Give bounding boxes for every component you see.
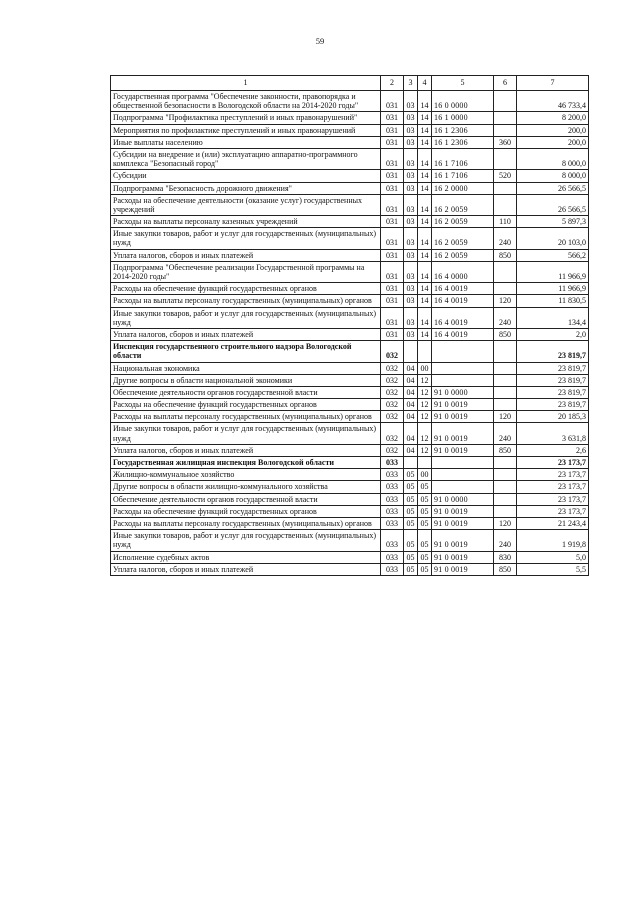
row-sum-cell: 11 966,9 (517, 283, 589, 295)
row-article-cell: 16 2 0000 (432, 182, 494, 194)
row-expense-type-cell: 850 (494, 249, 517, 261)
row-code-cell: 033 (381, 551, 404, 563)
row-subsection-cell: 14 (418, 194, 432, 215)
table-row (111, 341, 589, 362)
row-name-cell: Уплата налогов, сборов и иных платежей (111, 249, 381, 261)
row-subsection-cell: 12 (418, 444, 432, 456)
table-row (111, 563, 589, 575)
table-row (111, 170, 589, 182)
row-subsection-cell: 12 (418, 411, 432, 423)
row-article-cell: 16 1 2306 (432, 124, 494, 136)
row-code-cell: 031 (381, 283, 404, 295)
row-article-cell: 91 0 0000 (432, 386, 494, 398)
row-subsection-cell: 05 (418, 505, 432, 517)
row-code-cell: 031 (381, 182, 404, 194)
row-section-cell: 03 (404, 295, 418, 307)
row-expense-type-cell: 120 (494, 517, 517, 529)
row-section-cell: 03 (404, 182, 418, 194)
row-expense-type-cell: 240 (494, 423, 517, 444)
row-sum-cell: 26 566,5 (517, 182, 589, 194)
row-code-cell: 031 (381, 170, 404, 182)
row-section-cell: 03 (404, 112, 418, 124)
row-subsection-cell: 14 (418, 228, 432, 249)
row-expense-type-cell (494, 505, 517, 517)
row-section-cell: 04 (404, 374, 418, 386)
row-expense-type-cell (494, 261, 517, 282)
row-section-cell: 05 (404, 481, 418, 493)
row-subsection-cell: 14 (418, 182, 432, 194)
row-code-cell: 031 (381, 328, 404, 340)
row-sum-cell: 23 173,7 (517, 505, 589, 517)
row-code-cell: 031 (381, 194, 404, 215)
row-expense-type-cell: 850 (494, 328, 517, 340)
header-col-6: 6 (494, 76, 517, 91)
row-subsection-cell: 14 (418, 307, 432, 328)
row-article-cell (432, 481, 494, 493)
row-subsection-cell: 05 (418, 481, 432, 493)
row-subsection-cell: 12 (418, 423, 432, 444)
row-subsection-cell: 05 (418, 493, 432, 505)
row-name-cell: Иные закупки товаров, работ и услуг для государственных (муниципальных) нужд (111, 307, 381, 328)
row-code-cell: 031 (381, 307, 404, 328)
row-article-cell: 91 0 0000 (432, 493, 494, 505)
row-code-cell: 031 (381, 249, 404, 261)
row-code-cell: 033 (381, 457, 404, 469)
table-row (111, 493, 589, 505)
row-section-cell (404, 457, 418, 469)
row-sum-cell: 20 103,0 (517, 228, 589, 249)
row-section-cell: 03 (404, 283, 418, 295)
row-expense-type-cell (494, 148, 517, 169)
row-code-cell: 032 (381, 411, 404, 423)
row-subsection-cell: 00 (418, 362, 432, 374)
row-code-cell: 031 (381, 148, 404, 169)
row-article-cell: 16 1 0000 (432, 112, 494, 124)
row-name-cell: Обеспечение деятельности органов государственной власти (111, 493, 381, 505)
row-subsection-cell: 14 (418, 112, 432, 124)
row-article-cell: 16 2 0059 (432, 216, 494, 228)
row-expense-type-cell (494, 283, 517, 295)
row-sum-cell: 23 819,7 (517, 341, 589, 362)
row-article-cell: 91 0 0019 (432, 399, 494, 411)
budget-table (110, 75, 589, 576)
row-section-cell: 04 (404, 399, 418, 411)
row-sum-cell: 2,6 (517, 444, 589, 456)
row-name-cell: Расходы на обеспечение функций государственных органов (111, 399, 381, 411)
row-subsection-cell: 14 (418, 328, 432, 340)
row-section-cell: 04 (404, 444, 418, 456)
row-sum-cell: 5,5 (517, 563, 589, 575)
row-sum-cell: 23 819,7 (517, 374, 589, 386)
header-col-3: 3 (404, 76, 418, 91)
row-code-cell: 031 (381, 216, 404, 228)
row-name-cell: Уплата налогов, сборов и иных платежей (111, 444, 381, 456)
row-expense-type-cell (494, 91, 517, 112)
table-row (111, 399, 589, 411)
table-row (111, 423, 589, 444)
row-expense-type-cell (494, 399, 517, 411)
table-row (111, 505, 589, 517)
page-number: 59 (315, 36, 325, 46)
row-name-cell: Иные закупки товаров, работ и услуг для государственных (муниципальных) нужд (111, 228, 381, 249)
row-code-cell: 031 (381, 136, 404, 148)
row-section-cell: 04 (404, 423, 418, 444)
table-row (111, 112, 589, 124)
row-code-cell: 032 (381, 399, 404, 411)
row-subsection-cell (418, 341, 432, 362)
header-col-7: 7 (517, 76, 589, 91)
row-section-cell (404, 341, 418, 362)
row-subsection-cell: 14 (418, 283, 432, 295)
row-section-cell: 03 (404, 228, 418, 249)
row-name-cell: Расходы на выплаты персоналу государственных (муниципальных) органов (111, 295, 381, 307)
row-code-cell: 033 (381, 505, 404, 517)
row-name-cell: Другие вопросы в области национальной экономики (111, 374, 381, 386)
row-name-cell: Расходы на выплаты персоналу государственных (муниципальных) органов (111, 517, 381, 529)
row-name-cell: Подпрограмма "Безопасность дорожного движения" (111, 182, 381, 194)
row-name-cell: Субсидии на внедрение и (или) эксплуатацию аппаратно-программного комплекса "Безопасный город" (111, 148, 381, 169)
row-name-cell: Национальная экономика (111, 362, 381, 374)
row-article-cell (432, 362, 494, 374)
row-expense-type-cell (494, 182, 517, 194)
row-expense-type-cell (494, 386, 517, 398)
row-sum-cell: 566,2 (517, 249, 589, 261)
table-row (111, 216, 589, 228)
row-article-cell: 16 0 0000 (432, 91, 494, 112)
row-subsection-cell: 05 (418, 517, 432, 529)
row-code-cell: 033 (381, 563, 404, 575)
row-name-cell: Иные закупки товаров, работ и услуг для государственных (муниципальных) нужд (111, 530, 381, 551)
row-name-cell: Субсидии (111, 170, 381, 182)
row-article-cell (432, 457, 494, 469)
row-name-cell: Расходы на выплаты персоналу казенных учреждений (111, 216, 381, 228)
table-row (111, 374, 589, 386)
row-subsection-cell: 14 (418, 148, 432, 169)
row-subsection-cell: 12 (418, 374, 432, 386)
row-article-cell: 16 4 0019 (432, 283, 494, 295)
row-article-cell: 91 0 0019 (432, 423, 494, 444)
row-sum-cell: 8 200,0 (517, 112, 589, 124)
row-code-cell: 031 (381, 261, 404, 282)
row-code-cell: 032 (381, 444, 404, 456)
row-sum-cell: 23 173,7 (517, 493, 589, 505)
row-expense-type-cell: 240 (494, 307, 517, 328)
row-code-cell: 031 (381, 112, 404, 124)
row-sum-cell: 26 566,5 (517, 194, 589, 215)
row-name-cell: Другие вопросы в области жилищно-коммунального хозяйства (111, 481, 381, 493)
row-sum-cell: 20 185,3 (517, 411, 589, 423)
row-code-cell: 031 (381, 91, 404, 112)
row-subsection-cell: 14 (418, 261, 432, 282)
row-section-cell: 03 (404, 261, 418, 282)
row-expense-type-cell: 240 (494, 530, 517, 551)
row-name-cell: Расходы на обеспечение функций государственных органов (111, 505, 381, 517)
row-sum-cell: 11 966,9 (517, 261, 589, 282)
row-expense-type-cell (494, 194, 517, 215)
header-col-4: 4 (418, 76, 432, 91)
header-col-5: 5 (432, 76, 494, 91)
table-row (111, 386, 589, 398)
row-code-cell: 032 (381, 423, 404, 444)
row-sum-cell: 23 173,7 (517, 469, 589, 481)
row-expense-type-cell (494, 124, 517, 136)
row-article-cell: 16 1 7106 (432, 148, 494, 169)
row-subsection-cell: 14 (418, 136, 432, 148)
row-code-cell: 033 (381, 493, 404, 505)
row-code-cell: 033 (381, 530, 404, 551)
row-expense-type-cell (494, 374, 517, 386)
row-name-cell: Подпрограмма "Обеспечение реализации Государственной программы на 2014-2020 годы" (111, 261, 381, 282)
row-name-cell: Государственная программа "Обеспечение законности, правопорядка и общественной безопасности в Вологодской области на 2014-2020 годы" (111, 91, 381, 112)
row-subsection-cell: 14 (418, 249, 432, 261)
row-article-cell: 16 4 0019 (432, 307, 494, 328)
table-row (111, 261, 589, 282)
row-section-cell: 05 (404, 530, 418, 551)
row-sum-cell: 23 173,7 (517, 481, 589, 493)
row-subsection-cell (418, 457, 432, 469)
row-article-cell: 91 0 0019 (432, 411, 494, 423)
row-section-cell: 03 (404, 249, 418, 261)
row-name-cell: Расходы на выплаты персоналу государственных (муниципальных) органов (111, 411, 381, 423)
table-body (111, 91, 589, 576)
row-name-cell: Расходы на обеспечение деятельности (оказание услуг) государственных учреждений (111, 194, 381, 215)
row-name-cell: Мероприятия по профилактике преступлений и иных правонарушений (111, 124, 381, 136)
row-name-cell: Уплата налогов, сборов и иных платежей (111, 563, 381, 575)
row-expense-type-cell: 850 (494, 563, 517, 575)
row-code-cell: 033 (381, 517, 404, 529)
row-sum-cell: 200,0 (517, 124, 589, 136)
table-row (111, 469, 589, 481)
row-article-cell: 91 0 0019 (432, 517, 494, 529)
row-sum-cell: 134,4 (517, 307, 589, 328)
row-article-cell: 91 0 0019 (432, 551, 494, 563)
row-expense-type-cell: 120 (494, 411, 517, 423)
table-row (111, 411, 589, 423)
table-row (111, 249, 589, 261)
row-subsection-cell: 05 (418, 563, 432, 575)
row-code-cell: 033 (381, 469, 404, 481)
row-article-cell: 16 2 0059 (432, 228, 494, 249)
row-subsection-cell: 14 (418, 295, 432, 307)
row-article-cell: 16 2 0059 (432, 249, 494, 261)
row-subsection-cell: 12 (418, 399, 432, 411)
row-expense-type-cell: 120 (494, 295, 517, 307)
table-row (111, 444, 589, 456)
table-header-row (111, 76, 589, 91)
row-sum-cell: 46 733,4 (517, 91, 589, 112)
row-article-cell: 16 1 7106 (432, 170, 494, 182)
row-expense-type-cell: 360 (494, 136, 517, 148)
row-expense-type-cell: 520 (494, 170, 517, 182)
row-name-cell: Уплата налогов, сборов и иных платежей (111, 328, 381, 340)
row-sum-cell: 3 631,8 (517, 423, 589, 444)
row-expense-type-cell (494, 341, 517, 362)
row-article-cell (432, 469, 494, 481)
table-row (111, 91, 589, 112)
row-code-cell: 033 (381, 481, 404, 493)
row-name-cell: Обеспечение деятельности органов государственной власти (111, 386, 381, 398)
row-code-cell: 031 (381, 295, 404, 307)
row-section-cell: 03 (404, 91, 418, 112)
row-sum-cell: 23 819,7 (517, 362, 589, 374)
row-name-cell: Подпрограмма "Профилактика преступлений и иных правонарушений" (111, 112, 381, 124)
table-row (111, 124, 589, 136)
row-section-cell: 05 (404, 469, 418, 481)
row-sum-cell: 5 897,3 (517, 216, 589, 228)
row-section-cell: 05 (404, 551, 418, 563)
row-code-cell: 032 (381, 341, 404, 362)
row-section-cell: 04 (404, 386, 418, 398)
row-code-cell: 032 (381, 386, 404, 398)
row-name-cell: Расходы на обеспечение функций государственных органов (111, 283, 381, 295)
row-subsection-cell: 05 (418, 551, 432, 563)
row-expense-type-cell (494, 493, 517, 505)
row-sum-cell: 23 819,7 (517, 399, 589, 411)
table-row (111, 136, 589, 148)
row-section-cell: 05 (404, 517, 418, 529)
table-row (111, 481, 589, 493)
row-section-cell: 03 (404, 136, 418, 148)
row-name-cell: Инспекция государственного строительного надзора Вологодской области (111, 341, 381, 362)
row-section-cell: 04 (404, 411, 418, 423)
row-expense-type-cell (494, 112, 517, 124)
row-article-cell: 16 2 0059 (432, 194, 494, 215)
table-row (111, 228, 589, 249)
row-sum-cell: 23 173,7 (517, 457, 589, 469)
row-code-cell: 032 (381, 374, 404, 386)
row-subsection-cell: 14 (418, 124, 432, 136)
row-article-cell: 91 0 0019 (432, 505, 494, 517)
table-row (111, 457, 589, 469)
row-article-cell: 16 4 0019 (432, 328, 494, 340)
row-article-cell: 16 1 2306 (432, 136, 494, 148)
row-section-cell: 05 (404, 505, 418, 517)
table-row (111, 182, 589, 194)
row-section-cell: 03 (404, 148, 418, 169)
row-name-cell: Исполнение судебных актов (111, 551, 381, 563)
row-expense-type-cell: 850 (494, 444, 517, 456)
row-name-cell: Иные закупки товаров, работ и услуг для государственных (муниципальных) нужд (111, 423, 381, 444)
row-section-cell: 04 (404, 362, 418, 374)
table-row (111, 517, 589, 529)
row-expense-type-cell: 830 (494, 551, 517, 563)
row-name-cell: Иные выплаты населению (111, 136, 381, 148)
row-sum-cell: 200,0 (517, 136, 589, 148)
row-article-cell: 91 0 0019 (432, 530, 494, 551)
row-sum-cell: 8 000,0 (517, 170, 589, 182)
row-section-cell: 03 (404, 170, 418, 182)
row-article-cell: 91 0 0019 (432, 444, 494, 456)
table-row (111, 551, 589, 563)
row-article-cell: 16 4 0000 (432, 261, 494, 282)
row-code-cell: 031 (381, 124, 404, 136)
row-expense-type-cell (494, 469, 517, 481)
table-row (111, 295, 589, 307)
row-sum-cell: 1 919,8 (517, 530, 589, 551)
row-name-cell: Жилищно-коммунальное хозяйство (111, 469, 381, 481)
row-sum-cell: 2,0 (517, 328, 589, 340)
row-subsection-cell: 14 (418, 91, 432, 112)
row-expense-type-cell (494, 457, 517, 469)
row-subsection-cell: 14 (418, 216, 432, 228)
row-expense-type-cell: 240 (494, 228, 517, 249)
row-article-cell: 16 4 0019 (432, 295, 494, 307)
row-sum-cell: 23 819,7 (517, 386, 589, 398)
table-row (111, 362, 589, 374)
row-sum-cell: 5,0 (517, 551, 589, 563)
row-expense-type-cell (494, 362, 517, 374)
row-sum-cell: 21 243,4 (517, 517, 589, 529)
row-subsection-cell: 14 (418, 170, 432, 182)
row-code-cell: 031 (381, 228, 404, 249)
table-row (111, 307, 589, 328)
row-section-cell: 05 (404, 493, 418, 505)
table-row (111, 328, 589, 340)
row-expense-type-cell: 110 (494, 216, 517, 228)
header-col-1: 1 (111, 76, 381, 91)
row-section-cell: 03 (404, 124, 418, 136)
row-name-cell: Государственная жилищная инспекция Вологодской области (111, 457, 381, 469)
table-row (111, 283, 589, 295)
row-code-cell: 032 (381, 362, 404, 374)
row-subsection-cell: 12 (418, 386, 432, 398)
row-section-cell: 03 (404, 216, 418, 228)
row-subsection-cell: 00 (418, 469, 432, 481)
table-row (111, 148, 589, 169)
row-section-cell: 03 (404, 194, 418, 215)
row-section-cell: 03 (404, 328, 418, 340)
header-col-2: 2 (381, 76, 404, 91)
row-article-cell (432, 374, 494, 386)
row-sum-cell: 11 830,5 (517, 295, 589, 307)
row-article-cell (432, 341, 494, 362)
row-article-cell: 91 0 0019 (432, 563, 494, 575)
table-row (111, 530, 589, 551)
row-sum-cell: 8 000,0 (517, 148, 589, 169)
row-section-cell: 05 (404, 563, 418, 575)
row-expense-type-cell (494, 481, 517, 493)
row-subsection-cell: 05 (418, 530, 432, 551)
table-row (111, 194, 589, 215)
row-section-cell: 03 (404, 307, 418, 328)
